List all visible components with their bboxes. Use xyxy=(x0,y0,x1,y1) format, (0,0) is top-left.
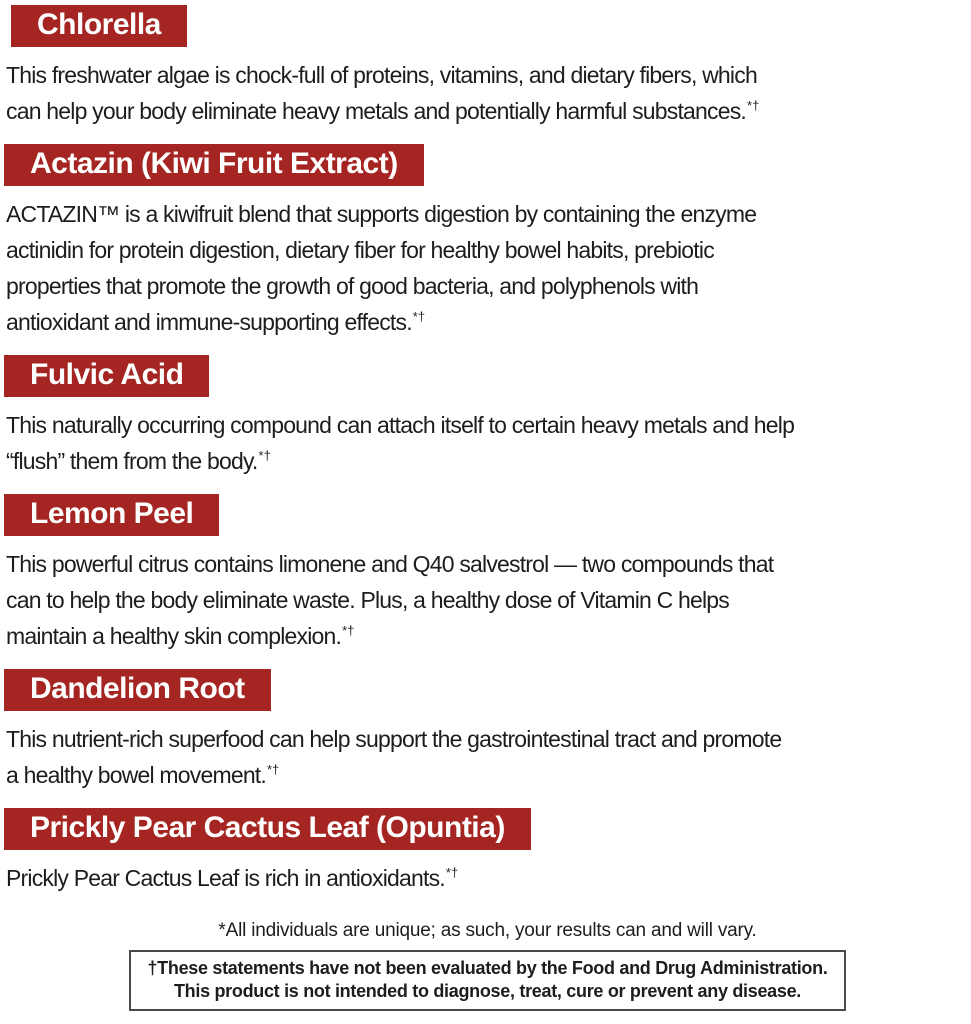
footnote-marker: *† xyxy=(258,448,271,464)
description-line: maintain a healthy skin complexion.*† xyxy=(6,623,355,649)
footnote-marker: *† xyxy=(412,309,426,325)
ingredient-title-badge: Lemon Peel xyxy=(4,494,219,536)
description-line: can help your body eliminate heavy metals and potentially harmful substances.*† xyxy=(6,98,760,124)
ingredient-description xyxy=(6,860,971,896)
description-line: This naturally occurring compound can attach itself to certain heavy metals and help xyxy=(6,412,795,438)
ingredient-title-badge: Dandelion Root xyxy=(4,669,271,711)
footnote-marker: *† xyxy=(267,762,280,778)
ingredient-sections xyxy=(4,5,971,896)
ingredient-description xyxy=(6,721,971,793)
description-line: actinidin for protein digestion, dietary fiber for healthy bowel habits, prebiotic xyxy=(6,237,714,263)
description-line: This freshwater algae is chock-full of proteins, vitamins, and dietary fibers, which xyxy=(6,62,757,88)
ingredient-section xyxy=(4,5,971,129)
ingredient-section xyxy=(4,669,971,793)
ingredient-description xyxy=(6,196,971,340)
ingredient-title-badge: Prickly Pear Cactus Leaf (Opuntia) xyxy=(4,808,531,850)
description-line: properties that promote the growth of good bacteria, and polyphenols with xyxy=(6,273,699,299)
footnotes xyxy=(4,920,971,1011)
ingredient-section xyxy=(4,144,971,340)
fda-disclaimer-line: †These statements have not been evaluated by the Food and Drug Administration. xyxy=(147,958,828,978)
ingredient-title-badge: Actazin (Kiwi Fruit Extract) xyxy=(4,144,424,186)
fda-disclaimer-box xyxy=(129,950,845,1011)
ingredient-title-badge: Chlorella xyxy=(11,5,187,47)
description-line: antioxidant and immune-supporting effects.*† xyxy=(6,309,426,335)
ingredient-description xyxy=(6,546,971,654)
description-line: This nutrient-rich superfood can help support the gastrointestinal tract and promote xyxy=(6,726,782,752)
description-line: This powerful citrus contains limonene and Q40 salvestrol — two compounds that xyxy=(6,551,774,577)
description-line: Prickly Pear Cactus Leaf is rich in antioxidants.*† xyxy=(6,865,459,891)
description-line: a healthy bowel movement.*† xyxy=(6,762,280,788)
fda-disclaimer-line: This product is not intended to diagnose, treat, cure or prevent any disease. xyxy=(173,981,802,1001)
ingredient-section xyxy=(4,494,971,654)
description-line: can to help the body eliminate waste. Plus, a healthy dose of Vitamin C helps xyxy=(6,587,729,613)
footnote-marker: *† xyxy=(445,865,459,881)
ingredient-description xyxy=(6,57,971,129)
ingredient-section xyxy=(4,808,971,896)
description-line: “flush” them from the body.*† xyxy=(6,448,271,474)
results-vary-disclaimer: *All individuals are unique; as such, your results can and will vary. xyxy=(218,920,757,941)
footnote-marker: *† xyxy=(342,623,355,639)
ingredient-section xyxy=(4,355,971,479)
description-line: ACTAZIN™ is a kiwifruit blend that supports digestion by containing the enzyme xyxy=(6,201,757,227)
footnote-marker: *† xyxy=(747,98,760,114)
ingredient-description xyxy=(6,407,971,479)
ingredient-title-badge: Fulvic Acid xyxy=(4,355,209,397)
